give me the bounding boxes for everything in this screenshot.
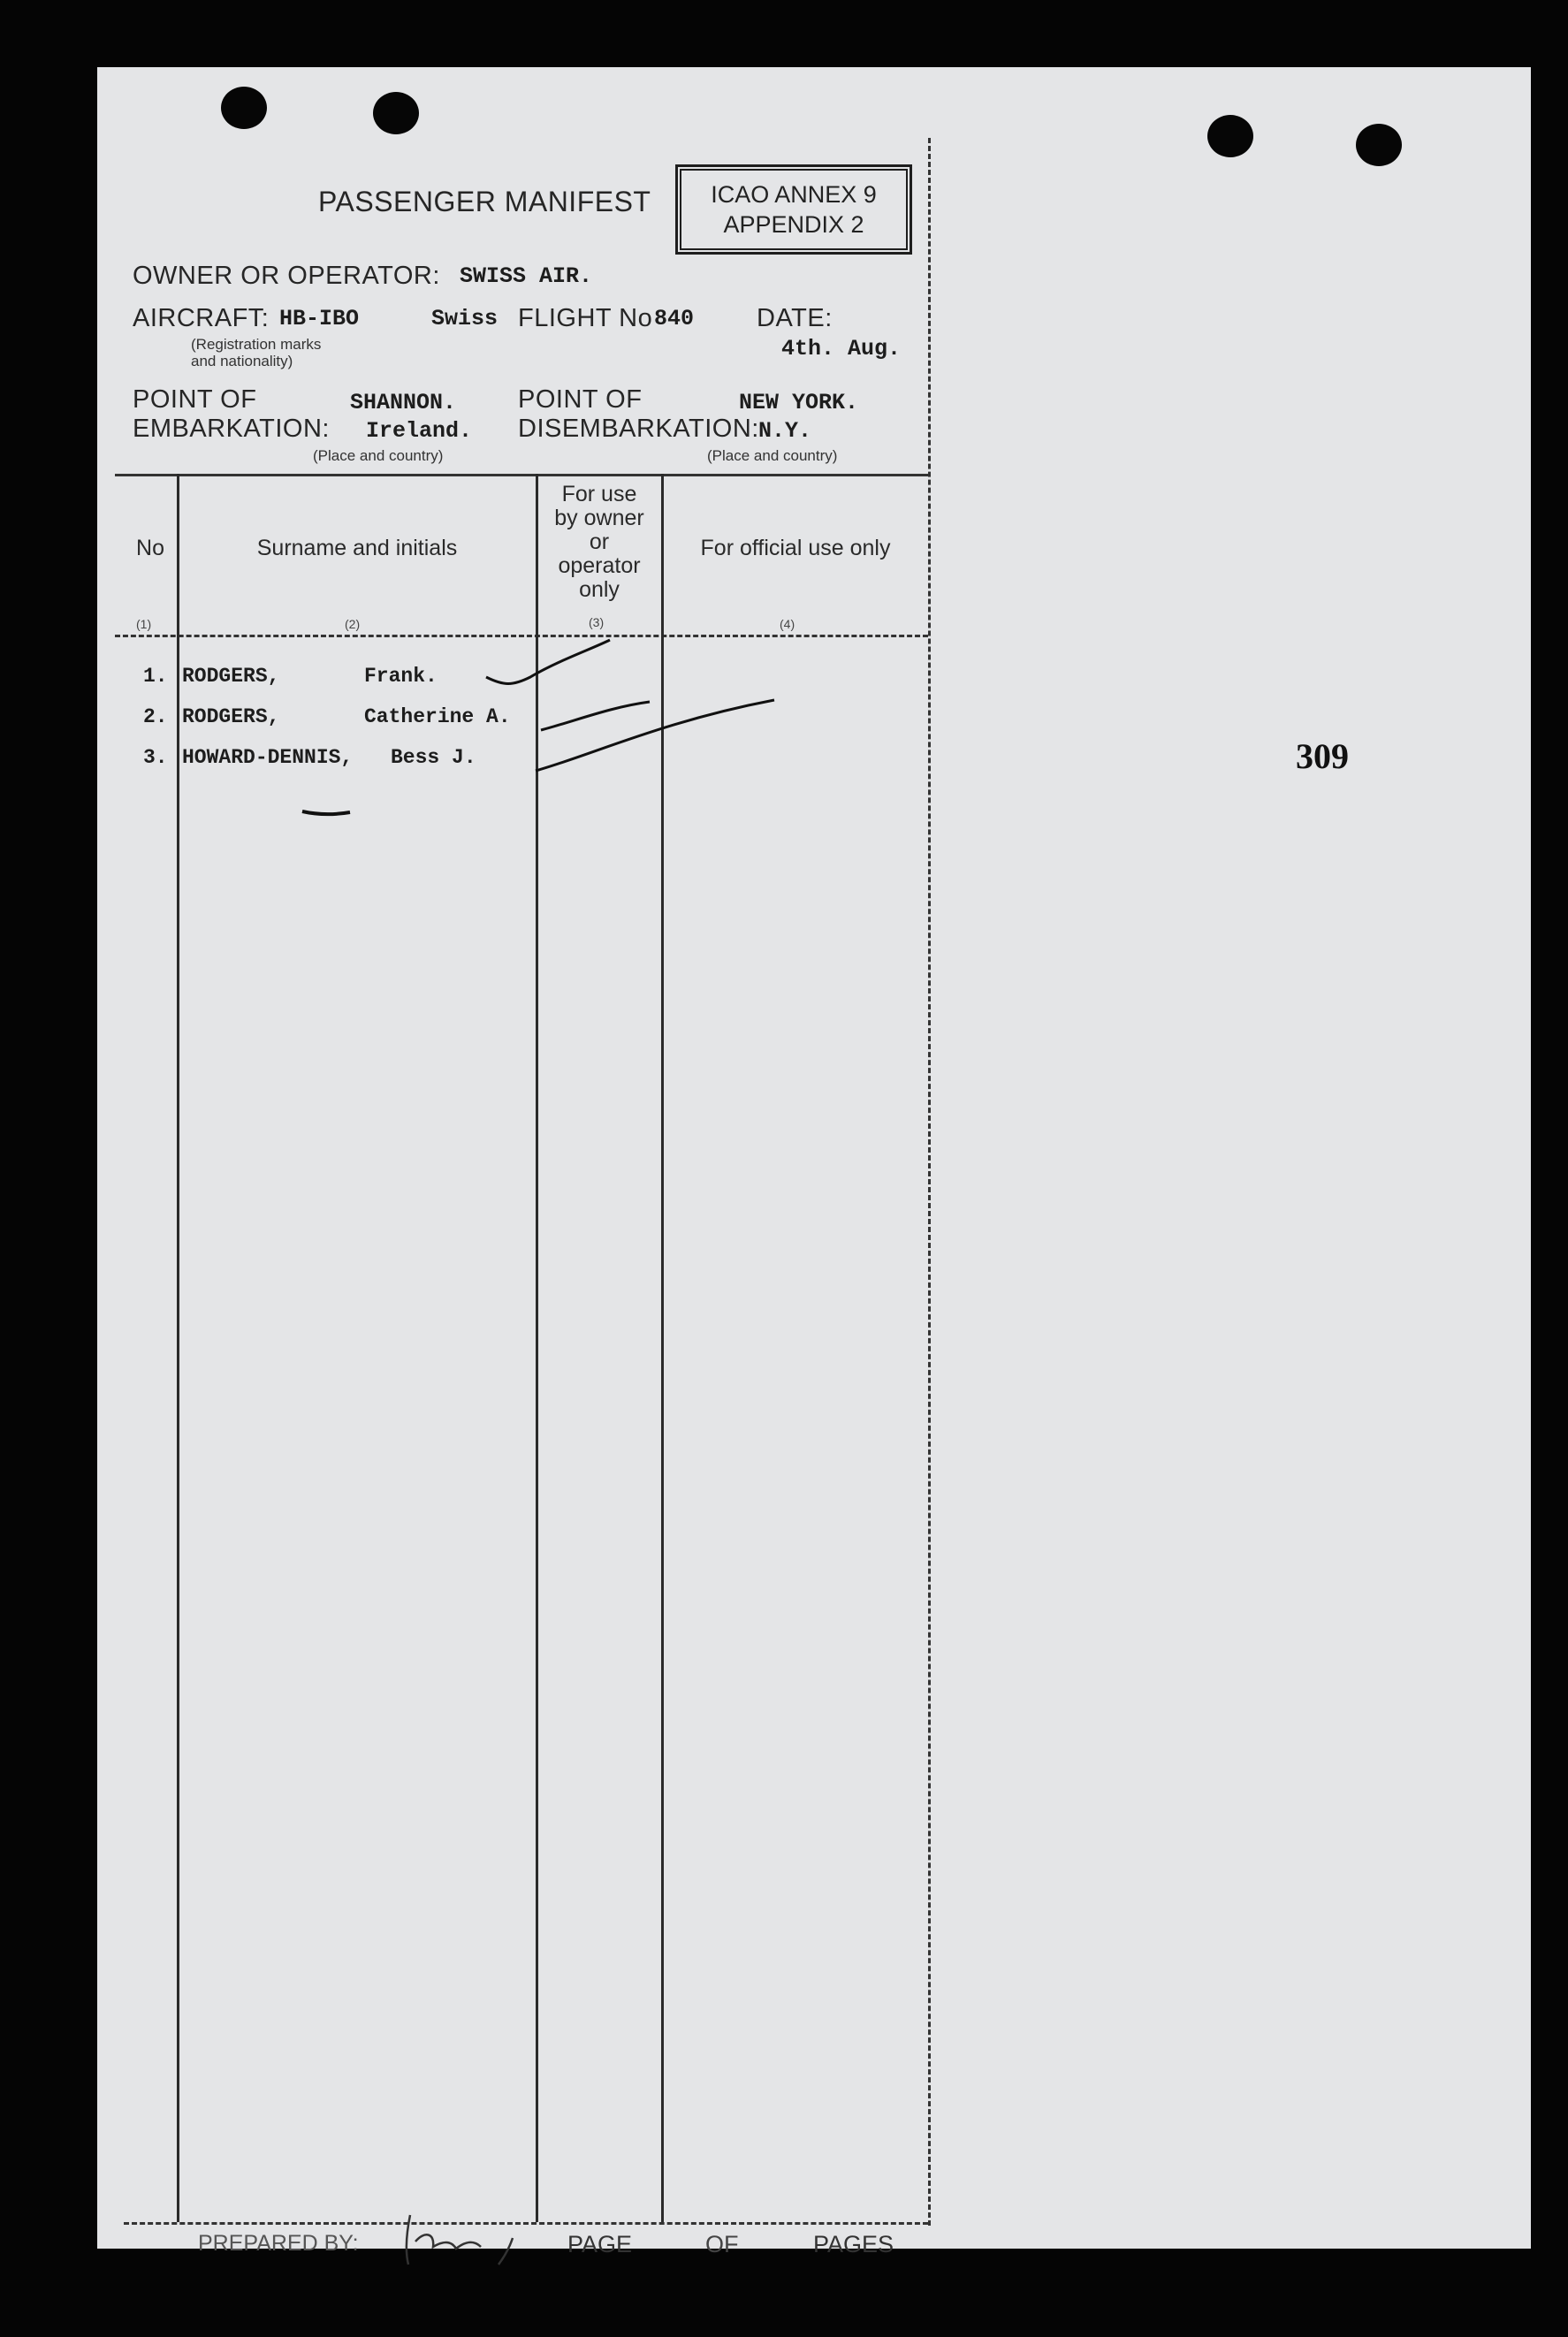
column-number: (1) [136,617,152,631]
passenger-no: 1. [143,665,168,688]
aircraft-registration: HB-IBO [279,306,360,331]
manifest-page [97,67,1531,2257]
date-label: DATE: [757,304,833,332]
annex-line1: ICAO ANNEX 9 [711,181,877,208]
annex-line2: APPENDIX 2 [723,211,864,238]
column-header-no: No [136,536,164,560]
prepared-by-label: PREPARED BY: [198,2231,359,2256]
disembarkation-value: NEW YORK. N.Y. [739,390,859,444]
passenger-surname: HOWARD-DENNIS, [182,746,354,769]
of-label: OF [705,2231,739,2257]
check-mark [541,702,650,730]
passenger-initials: Catherine A. [364,705,511,728]
embarkation-label: POINT OF EMBARKATION: [133,385,330,443]
column-header-official: For official use only [700,536,891,560]
column-header-owner-use: For use by owner or operator only [554,482,644,602]
disembarkation-label: POINT OF DISEMBARKATION: [518,385,759,443]
aircraft-note: (Registration marks and nationality) [191,336,322,369]
owner-label: OWNER OR OPERATOR: [133,262,440,290]
column-number: (2) [345,617,361,631]
signature [389,2206,566,2268]
passenger-no: 2. [143,705,168,728]
passenger-surname: RODGERS, [182,705,280,728]
passenger-initials: Bess J. [391,746,476,769]
stamp-number: 309 [1296,736,1349,776]
aircraft-label: AIRCRAFT: [133,304,270,332]
date-value: 4th. Aug. [781,336,902,362]
owner-value: SWISS AIR. [460,263,593,289]
passenger-initials: Frank. [364,665,438,688]
flight-number: 840 [654,306,695,331]
column-header-name: Surname and initials [256,536,458,560]
passenger-surname: RODGERS, [182,665,280,688]
disembarkation-note: (Place and country) [707,447,838,464]
embarkation-note: (Place and country) [313,447,444,464]
check-mark [536,700,774,771]
page-label: PAGE [567,2231,633,2257]
aircraft-nationality: Swiss [431,306,499,331]
page-title: PASSENGER MANIFEST [318,186,651,217]
punch-hole [1356,124,1402,166]
passenger-no: 3. [143,746,168,769]
check-mark [486,640,610,684]
pages-label: PAGES [813,2231,894,2257]
column-number: (3) [589,615,605,629]
handwritten-marks [97,67,928,863]
underline-mark [302,811,350,814]
column-number: (4) [780,617,795,631]
embarkation-value: SHANNON. Ireland. [350,390,473,444]
form-right-border [928,138,931,2226]
flight-label: FLIGHT No [518,304,653,332]
punch-hole [1207,115,1253,157]
